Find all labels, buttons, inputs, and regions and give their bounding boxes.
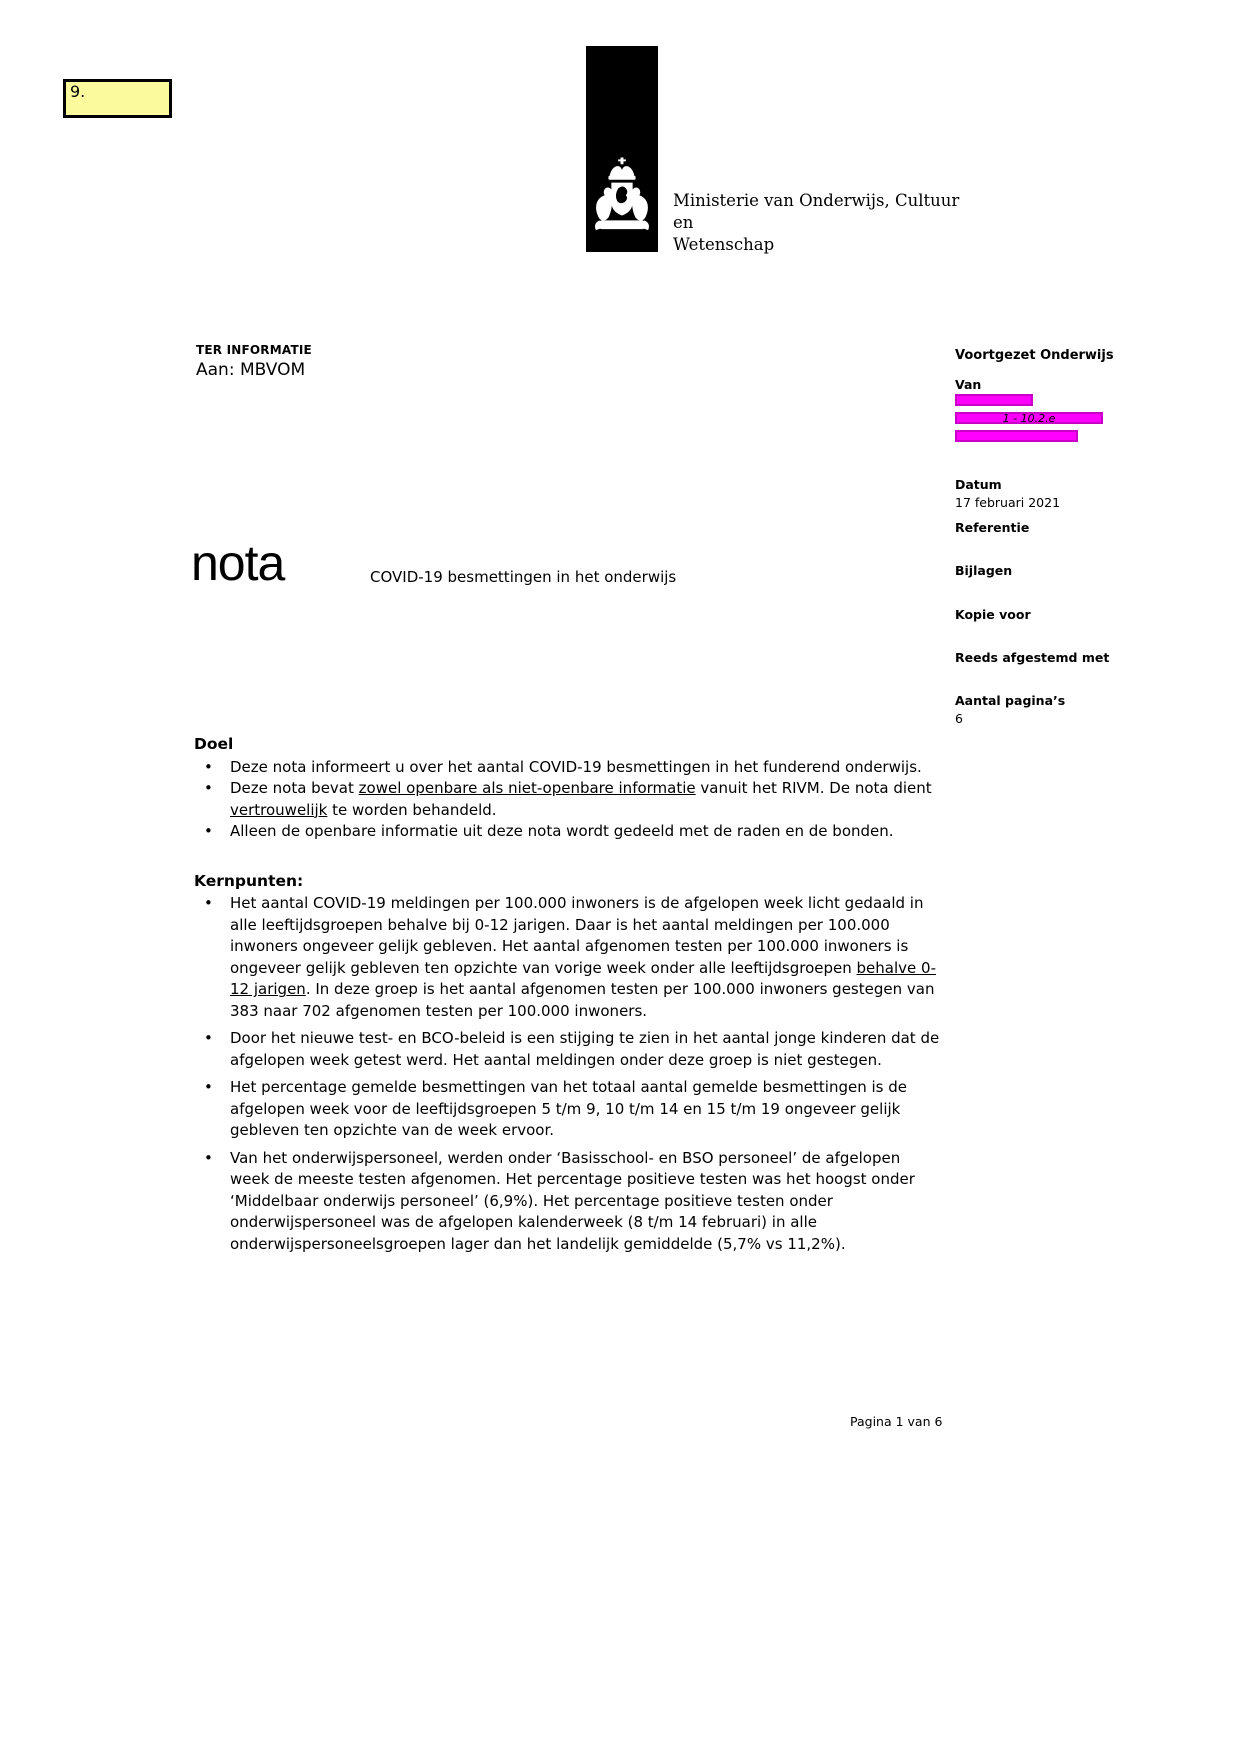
sidebar-field-referentie xyxy=(955,520,1029,538)
sidebar-field-value: 6 xyxy=(955,711,963,726)
sidebar-field-label: Aantal pagina’s xyxy=(955,693,1066,708)
bullet-item xyxy=(230,893,942,1022)
underlined-text: zowel openbare als niet-openbare informatie xyxy=(358,779,696,797)
sidebar-field-label: Kopie voor xyxy=(955,607,1031,622)
ministry-name-line2: Wetenschap xyxy=(673,235,775,254)
text-segment: Het aantal COVID-19 meldingen per 100.000 inwoners is de afgelopen week licht gedaald in alle leeftijdsgroepen behalve bij 0-12 jarigen. Daar is het aantal meldingen per 100.000 inwoners ongeveer gelijk gebleven. Het aantal afgenomen testen per 100.000 inwoners is ongeveer gelijk gebleven ten opzichte van vorige week onder alle leeftijdsgroepen xyxy=(230,894,924,977)
coat-of-arms-icon xyxy=(592,156,652,248)
text-segment: te worden behandeld. xyxy=(327,800,497,819)
ter-informatie-label: TER INFORMATIE xyxy=(196,343,312,357)
text-segment: Deze nota bevat xyxy=(230,779,359,797)
recipient-line: Aan: MBVOM xyxy=(196,360,306,380)
sidebar-field-kopie-voor xyxy=(955,607,1031,625)
bullet-item xyxy=(230,1148,942,1256)
redaction-bar: 1 - 10.2.e xyxy=(955,412,1103,424)
sidebar-field-datum xyxy=(955,477,1060,510)
document-subject: COVID-19 besmettingen in het onderwijs xyxy=(370,568,677,586)
section-heading: Kernpunten: xyxy=(194,871,304,890)
section-doel xyxy=(194,734,942,843)
page-indicator: Pagina 1 van 6 xyxy=(850,1414,943,1429)
sidebar-field-label: Reeds afgestemd met xyxy=(955,650,1110,665)
bullet-item xyxy=(230,821,942,843)
sidebar-field-bijlagen xyxy=(955,563,1012,581)
recipient-block xyxy=(196,343,312,380)
underlined-text: vertrouwelijk xyxy=(230,800,328,819)
document-meta-sidebar xyxy=(955,348,1135,726)
annotation-number-box[interactable] xyxy=(63,79,172,118)
sidebar-field-value: 17 februari 2021 xyxy=(955,495,1061,510)
underlined-text: behalve 0-12 jarigen xyxy=(230,958,936,998)
ministry-name-line1: Ministerie van Onderwijs, Cultuur en xyxy=(673,191,960,232)
rijksoverheid-logo xyxy=(586,46,658,252)
bullet-list xyxy=(194,757,942,843)
text-segment: Van het onderwijspersoneel, werden onder ‘Basisschool- en BSO personeel’ de afgelopen week de meeste testen afgenomen. Het percentage positieve testen was het hoogst onder ‘Middelbaar onderwijs personeel’ (6,9%). Het percentage positieve testen onder onderwijspersoneel was de afgelopen kalenderweek (8 t/m 14 februari) in alle onderwijspersoneelsgroepen lager dan het landelijk gemiddelde (5,7% vs 11,2%). xyxy=(230,1148,915,1253)
sidebar-van-label: Van xyxy=(955,377,982,392)
sidebar-field-reeds-afgestemd xyxy=(955,650,1109,668)
redaction-bars xyxy=(955,394,1135,448)
sidebar-field-label: Datum xyxy=(955,477,1002,492)
bullet-item xyxy=(230,757,942,779)
bullet-item xyxy=(230,1077,942,1142)
sidebar-field-aantal-paginas xyxy=(955,693,1065,726)
content-sections xyxy=(194,734,942,1255)
text-segment: Alleen de openbare informatie uit deze nota wordt gedeeld met de raden en de bonden. xyxy=(230,822,894,840)
text-segment: vanuit het RIVM. De nota dient xyxy=(695,779,932,797)
redaction-bar xyxy=(955,394,1033,406)
text-segment: Deze nota informeert u over het aantal COVID-19 besmettingen in het funderend onderwijs. xyxy=(230,757,922,776)
bullet-item xyxy=(230,778,942,821)
text-segment: Door het nieuwe test- en BCO-beleid is een stijging te zien in het aantal jonge kinderen dat de afgelopen week getest werd. Het aantal meldingen onder deze groep is niet gestegen. xyxy=(230,1029,940,1069)
sidebar-department: Voortgezet Onderwijs xyxy=(955,348,1114,363)
section-heading: Doel xyxy=(194,735,234,753)
annotation-number: 9. xyxy=(70,82,86,101)
bullet-item xyxy=(230,1028,942,1071)
ministry-name xyxy=(673,190,973,256)
text-segment: . In deze groep is het aantal afgenomen testen per 100.000 inwoners gestegen van 383 naar 702 afgenomen testen per 100.000 inwoners. xyxy=(230,980,935,1020)
document-type-title: nota xyxy=(191,535,285,591)
redaction-bar xyxy=(955,430,1078,442)
bullet-list xyxy=(194,893,942,1255)
sidebar-field-label: Bijlagen xyxy=(955,563,1013,578)
sidebar-field-label: Referentie xyxy=(955,520,1030,535)
text-segment: Het percentage gemelde besmettingen van het totaal aantal gemelde besmettingen is de afgelopen week voor de leeftijdsgroepen 5 t/m 9, 10 t/m 14 en 15 t/m 19 ongeveer gelijk gebleven ten opzichte van de week ervoor. xyxy=(230,1078,907,1139)
section-kernpunten xyxy=(194,871,942,1256)
